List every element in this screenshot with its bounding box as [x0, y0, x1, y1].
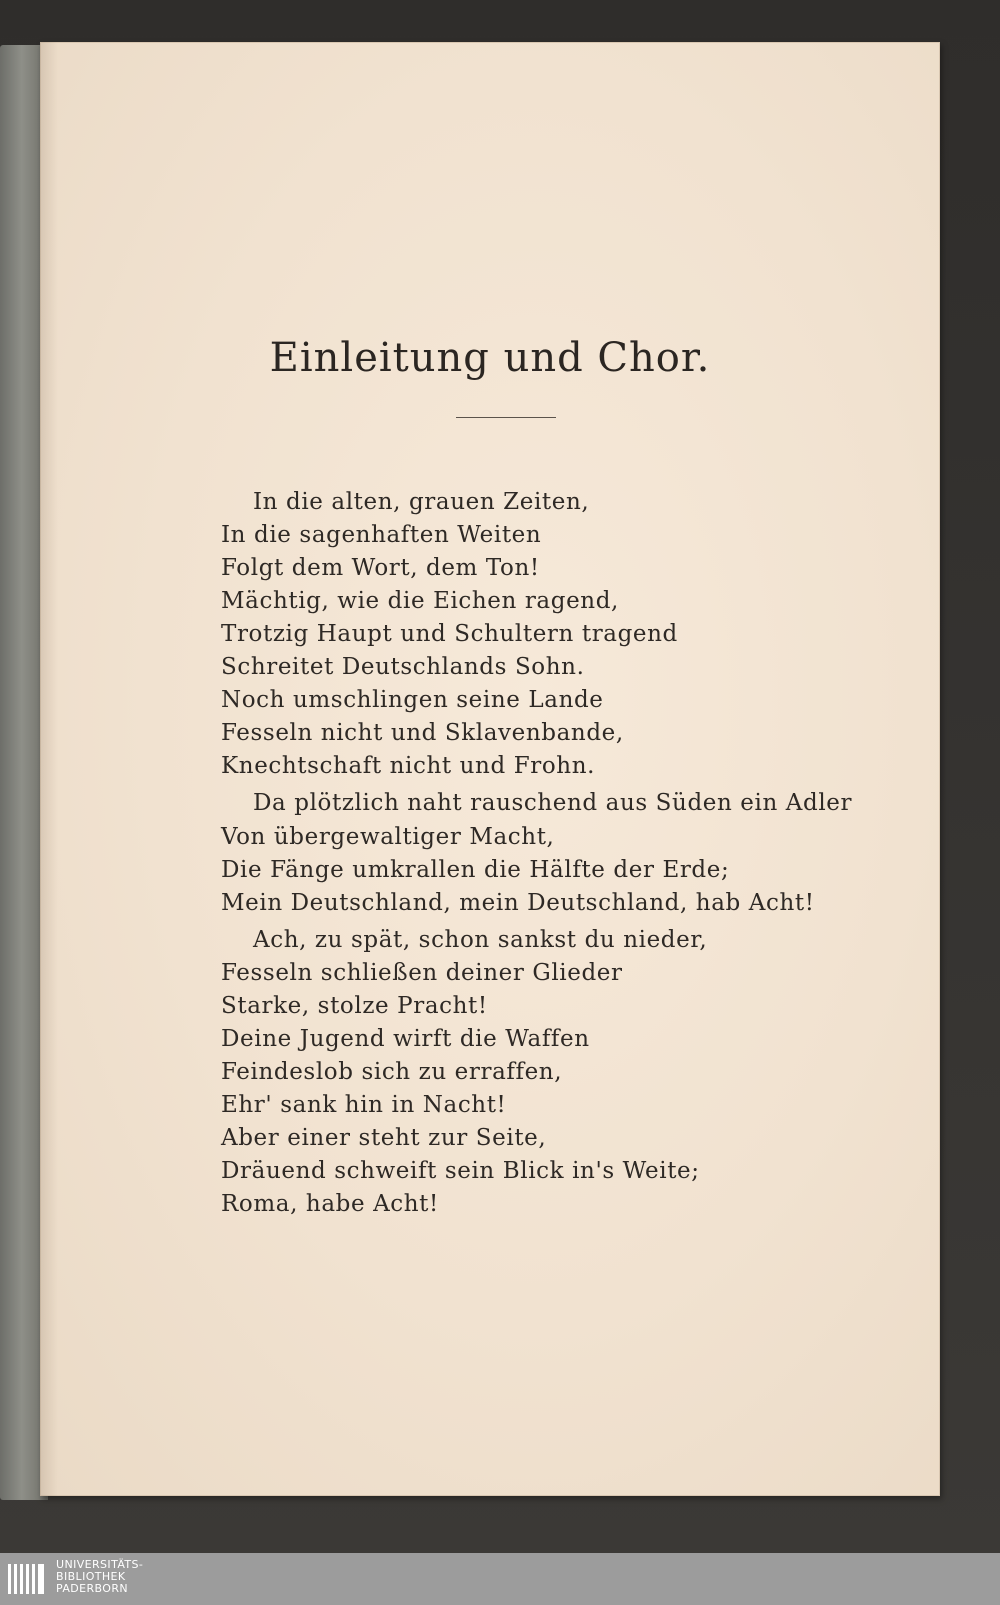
book-page	[40, 42, 940, 1496]
verse-line: Da plötzlich naht rauschend aus Süden ein Adler	[253, 790, 853, 816]
verse-line: Deine Jugend wirft die Waffen	[221, 1026, 590, 1052]
library-logo-text	[56, 1559, 143, 1595]
verse-line: Mein Deutschland, mein Deutschland, hab Acht!	[221, 890, 815, 916]
verse-line: In die alten, grauen Zeiten,	[253, 489, 590, 515]
verse-line: Dräuend schweift sein Blick in's Weite;	[221, 1158, 700, 1184]
verse-line: Ach, zu spät, schon sankst du nieder,	[253, 927, 708, 953]
verse-line: Feindeslob sich zu erraffen,	[221, 1059, 563, 1085]
library-footer	[0, 1553, 1000, 1605]
verse-line: In die sagenhaften Weiten	[221, 522, 542, 548]
verse-line: Noch umschlingen seine Lande	[221, 687, 604, 713]
logo-line: BIBLIOTHEK	[56, 1570, 126, 1583]
verse-line: Starke, stolze Pracht!	[221, 993, 488, 1019]
verse-line: Aber einer steht zur Seite,	[221, 1125, 547, 1151]
verse-line: Von übergewaltiger Macht,	[221, 824, 555, 850]
poem-title: Einleitung und Chor.	[269, 335, 711, 381]
verse-line: Roma, habe Acht!	[221, 1191, 439, 1217]
verse-line: Knechtschaft nicht und Frohn.	[221, 753, 596, 779]
verse-line: Trotzig Haupt und Schultern tragend	[221, 621, 678, 647]
verse-line: Mächtig, wie die Eichen ragend,	[221, 588, 619, 614]
logo-line: UNIVERSITÄTS-	[56, 1558, 144, 1571]
verse-line: Fesseln nicht und Sklavenbande,	[221, 720, 624, 746]
verse-line: Fesseln schließen deiner Glieder	[221, 960, 623, 986]
title-divider	[456, 417, 556, 418]
verse-line: Die Fänge umkrallen die Hälfte der Erde;	[221, 857, 730, 883]
library-logo-icon	[6, 1560, 46, 1598]
verse-line: Folgt dem Wort, dem Ton!	[221, 555, 540, 581]
logo-line: PADERBORN	[56, 1582, 129, 1595]
verse-line: Ehr' sank hin in Nacht!	[221, 1092, 507, 1118]
verse-line: Schreitet Deutschlands Sohn.	[221, 654, 585, 680]
